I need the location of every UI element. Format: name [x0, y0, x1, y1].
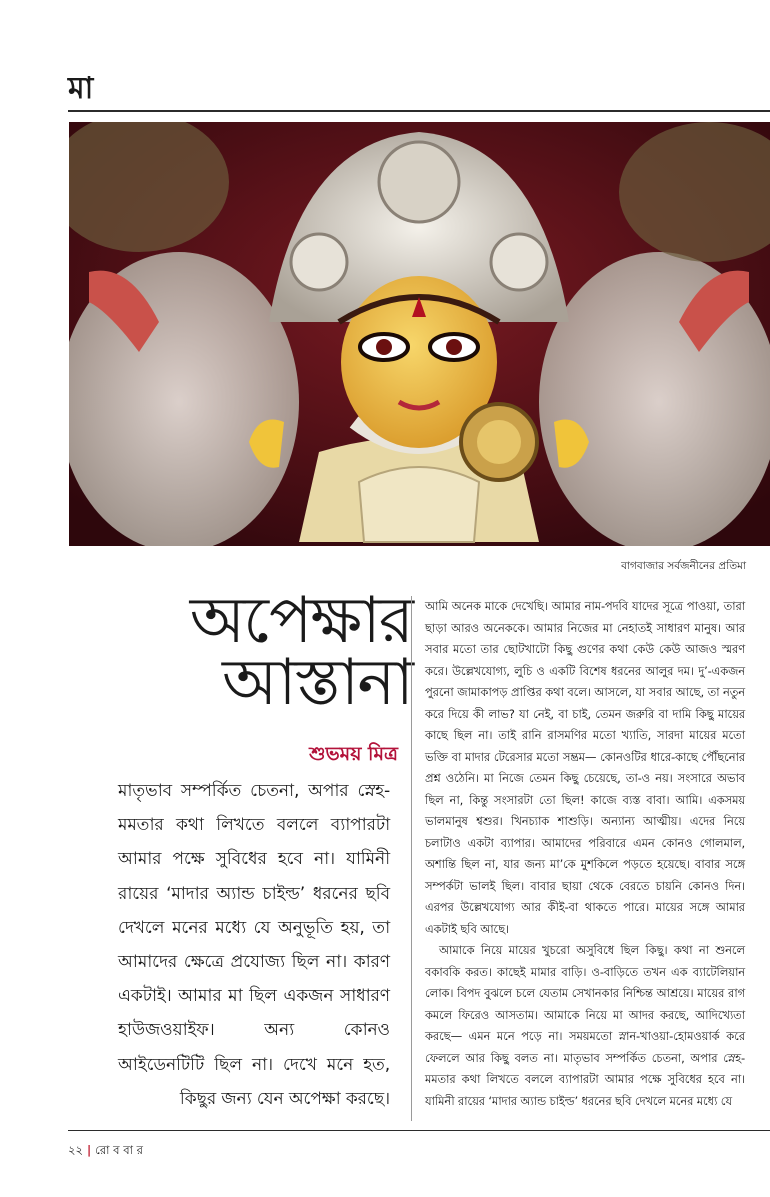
- author-byline: শুভময় মিত্র: [309, 743, 398, 765]
- durga-idol-photo: [69, 122, 770, 546]
- top-divider: [68, 110, 770, 112]
- bottom-divider: [68, 1130, 770, 1131]
- footer-separator: |: [86, 1143, 92, 1157]
- body-paragraph-1: আমি অনেক মাকে দেখেছি। আমার নাম-পদবি যাদের সূত্রে পাওয়া, তারা ছাড়া আরও অনেককে। আমার নিজের মা নেহাতই সাধারণ মানুষ। আর সবার মতো তার ছোটখাটো কিছু গুণের কথা কেউ কেউ আজও স্মরণ করে। উল্লেখযোগ্য, লুচি ও একটি বিশেষ ধরনের আলুর দম। দু’-একজন পুরনো জামাকাপড় প্রাপ্তির কথা বলে। আসলে, যা সবার আছে, তা নতুন করে দিয়ে কী লাভ? যা নেই, বা চাই, তেমন জরুরি বা দামি কিছু মায়ের কাছে ছিল না। তাই রানি রাসমণির মতো খ্যাতি, সারদা মায়ের মতো ভক্তি বা মাদার টেরেসার মতো সম্ভ্রম— কোনওটির ধারে-কাছে পৌঁছনোর প্রশ্ন ওঠেনি। মা নিজে তেমন কিছু চেয়েছে, তা-ও নয়। সংসারে অভাব ছিল না, কিন্তু সংসারটা তো ছিল! কাজে ব্যস্ত বাবা। আমি। একসময় ভালমানুষ শ্বশুর। খিনচ্যাক শাশুড়ি। অন্যান্য আত্মীয়। এদের নিয়ে চলাটাও একটা ব্যাপার। আমাদের পরিবারে এমন কোনও গোলমাল, অশান্তি ছিল না, যার জন্য মা’কে মুশকিলে পড়তে হয়েছে। বাবার সঙ্গে সম্পর্কটা ভালই ছিল। বাবার ছায়া থেকে বেরতে চায়নি কোনও দিন। এরপর উল্লেখযোগ্য আর কীই-বা থাকতে পারে। মায়ের সঙ্গে আমার একটাই ছবি আছে।: [425, 599, 745, 936]
- magazine-name: রো ব বা র: [95, 1143, 143, 1157]
- photo-caption: বাগবাজার সর্বজনীনের প্রতিমা: [621, 560, 746, 572]
- page-number: ২২: [68, 1143, 83, 1157]
- section-label: মা: [68, 71, 94, 106]
- title-line-2: আস্তানা: [222, 646, 412, 720]
- page-footer: [68, 1142, 143, 1161]
- body-paragraph-2: আমাকে নিয়ে মায়ের খুচরো অসুবিধে ছিল কিছু। কথা না শুনলে বকাবকি করত। কাছেই মামার বাড়ি। ও-বাড়িতে তখন এক ব্যাটেলিয়ান লোক। বিপদ বুঝলে চলে যেতাম সেখানকার নিশ্চিন্ত আশ্রয়ে। মায়ের রাগ কমলে ফিরেও আসতাম। আমাকে নিয়ে মা আদর করছে, আদিখ্যেতা করছে— এমন মনে পড়ে না। সময়মতো স্নান-খাওয়া-হোমওয়ার্ক করে ফেললে আর কিছু বলত না। মাতৃভাব সম্পর্কিত চেতনা, অপার স্নেহ-মমতার কথা লিখতে বললে ব্যাপারটা আমার পক্ষে সুবিধের হবে না। যামিনী রায়ের ‘মাদার অ্যান্ড চাইল্ড’ ধরনের ছবি দেখলে মনের মধ্যে যে: [425, 943, 745, 1108]
- lead-paragraph: মাতৃভাব সম্পর্কিত চেতনা, অপার স্নেহ-মমতার কথা লিখতে বললে ব্যাপারটা আমার পক্ষে সুবিধের হবে না। যামিনী রায়ের ‘মাদার অ্যান্ড চাইল্ড’ ধরনের ছবি দেখলে মনের মধ্যে যে অনুভূতি হয়, তা আমাদের ক্ষেত্রে প্রযোজ্য ছিল না। কারণ একটাই। আমার মা ছিল একজন সাধারণ হাউজওয়াইফ। অন্য কোনও আইডেনটিটি ছিল না। দেখে মনে হত, কিছুর জন্য যেন অপেক্ষা করছে।: [118, 781, 390, 1109]
- body-column: [425, 596, 745, 1112]
- column-divider: [411, 596, 412, 1121]
- article-title: [150, 584, 412, 720]
- title-line-1: অপেক্ষার: [189, 584, 412, 658]
- durga-idol-illustration: [69, 122, 770, 546]
